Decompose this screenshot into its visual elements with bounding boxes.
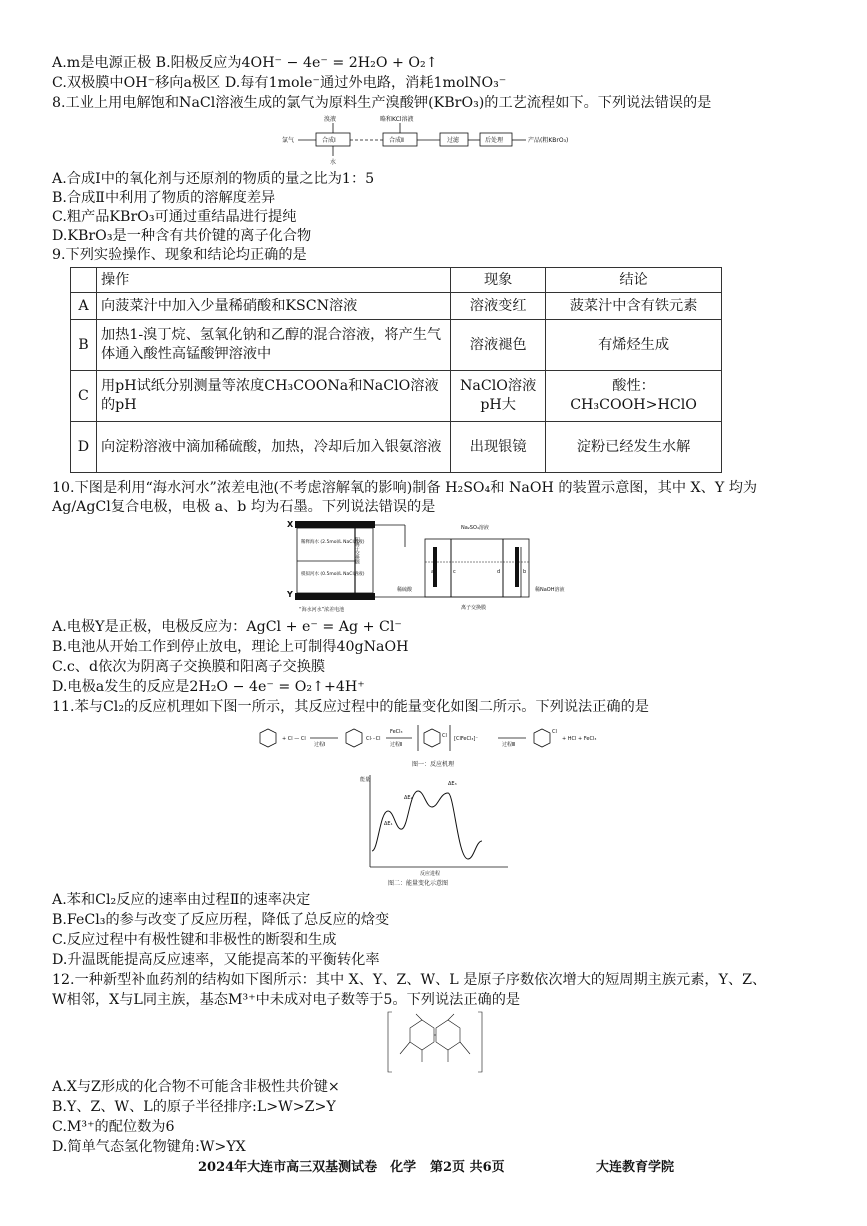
row-label: C <box>71 371 97 422</box>
y-axis-label: 能量 <box>360 777 371 783</box>
q11-option-d: D.升温既能提高反应速率，又能提高苯的平衡转化率 <box>52 952 380 968</box>
electrode-label: d <box>497 569 501 575</box>
delta-label: ΔE₁ <box>384 821 393 827</box>
q8-flow-top2: 略和KCl溶液 <box>380 116 414 123</box>
table-cell-op: 用pH试纸分别测量等浓度CH₃COONa和NaClO溶液的pH <box>96 371 450 422</box>
q8-flow-top1: 溴液 <box>324 116 337 123</box>
q12-option-c: C.M³⁺的配位数为6 <box>52 1119 175 1135</box>
q10-option-b: B.电池从开始工作到停止放电，理论上可制得40gNaOH <box>52 639 409 655</box>
q8-flowchart <box>280 114 620 166</box>
products-label: + HCl + FeCl₃ <box>562 736 597 742</box>
q11-option-b: B.FeCl₃的参与改变了反应历程，降低了总反应的焓变 <box>52 912 390 928</box>
step3-label: 过程Ⅲ <box>502 742 516 748</box>
q8-flow-box4: 后处理 <box>485 137 504 144</box>
q12-stem-1: 12.一种新型补血药剂的结构如下图所示：其中 X、Y、Z、W、L 是原子序数依次增大的短周期主族元素，Y、Z、 <box>52 972 767 988</box>
step1-label: 过程Ⅰ <box>314 742 326 748</box>
q11-stem: 11.苯与Cl₂的反应机理如下图一所示，其反应过程中的能量变化如图二所示。下列说法正确的是 <box>52 699 649 715</box>
q10-option-d: D.电极a发生的反应是2H₂O − 4e⁻ = O₂↑+4H⁺ <box>52 679 365 695</box>
cation-membrane-label: 阳离子交换膜 <box>354 537 360 564</box>
table-header: 结论 <box>546 268 722 293</box>
q12-structure-figure <box>370 1010 500 1074</box>
footer-page: 第2页 共6页 <box>430 1160 505 1175</box>
svg-text:[ClFeCl₃]⁻: [ClFeCl₃]⁻ <box>454 736 478 742</box>
svg-text:Cl: Cl <box>442 733 447 739</box>
q8-option-a: A.合成Ⅰ中的氧化剂与还原剂的物质的量之比为1：5 <box>52 171 375 187</box>
table-header: 操作 <box>96 268 450 293</box>
q12-option-b: B.Y、Z、W、L的原子半径排序:L>W>Z>Y <box>52 1099 336 1115</box>
q12-option-d: D.简单气态氢化物键角:W>YX <box>52 1139 246 1155</box>
q11-option-a: A.苯和Cl₂反应的速率由过程Ⅱ的速率决定 <box>52 892 311 908</box>
table-cell-concl: 有烯烃生成 <box>546 320 722 371</box>
q10-stem-2: Ag/AgCl复合电极，电极 a、b 均为石墨。下列说法错误的是 <box>52 499 436 515</box>
right-solution-label: 稀NaOH溶液 <box>535 587 565 593</box>
battery-caption: “海水河水”浓差电池 <box>299 607 345 613</box>
table-row <box>71 371 722 422</box>
q8-flow-bottom1: 水 <box>330 159 337 166</box>
q10-option-a: A.电极Y是正极，电极反应为：AgCl + e⁻ = Ag + Cl⁻ <box>52 619 402 635</box>
caption-fig1: 图一：反应机理 <box>412 761 455 768</box>
delta-label: ΔE₃ <box>448 781 457 787</box>
q9-stem: 9.下列实验操作、现象和结论均正确的是 <box>52 247 307 263</box>
table-cell-obs: 溶液褪色 <box>451 320 546 371</box>
q8-option-b: B.合成Ⅱ中利用了物质的溶解度差异 <box>52 190 276 206</box>
q8-option-c: C.粗产品KBrO₃可通过重结晶进行提纯 <box>52 209 297 225</box>
q8-flow-box2: 合成Ⅱ <box>389 137 404 144</box>
q8-flow-output: 产品(粗KBrO₃) <box>528 137 569 144</box>
q12-stem-2: W相邻，X与L同主族，基态M³⁺中未成对电子数等于5。下列说法正确的是 <box>52 992 521 1008</box>
table-cell-obs: NaClO溶液pH大 <box>451 371 546 422</box>
caption-fig2: 图二：能量变化示意图 <box>388 880 449 887</box>
q8-flow-box1: 合成Ⅰ <box>322 137 336 144</box>
table-header-row <box>71 268 722 293</box>
row-label: B <box>71 320 97 371</box>
table-cell-obs: 溶液变红 <box>451 293 546 320</box>
q8-stem: 8.工业上用电解饱和NaCl溶液生成的氯气为原料生产溴酸钾(KBrO₃)的工艺流程如下。下列说法错误的是 <box>52 95 712 111</box>
electrode-y-label: Y <box>287 590 293 599</box>
row-label: A <box>71 293 97 320</box>
delta-label: ΔE₂ <box>404 795 413 801</box>
table-cell-op: 向淀粉溶液中滴加稀硫酸，加热，冷却后加入银氨溶液 <box>96 422 450 473</box>
table-cell <box>71 268 97 293</box>
reagent-label: FeCl₃ <box>390 729 403 735</box>
table-cell-concl: 淀粉已经发生水解 <box>546 422 722 473</box>
table-cell-obs: 出现银镜 <box>451 422 546 473</box>
ion-membrane-label: 离子交换膜 <box>461 605 487 611</box>
table-cell-op: 加热1-溴丁烷、氢氧化钠和乙醇的混合溶液，将产生气体通入酸性高锰酸钾溶液中 <box>96 320 450 371</box>
q11-mechanism-figure <box>250 721 630 771</box>
q11-energy-diagram <box>358 771 524 887</box>
row-label: D <box>71 422 97 473</box>
seawater-label: 稀释海水 (2.5mol/L NaCl溶液) <box>301 540 365 545</box>
svg-text:+ Cl — Cl: + Cl — Cl <box>282 736 306 742</box>
table-row <box>71 320 722 371</box>
q10-option-c: C.c、d依次为阴离子交换膜和阳离子交换膜 <box>52 659 326 675</box>
left-solution-label: 稀硫酸 <box>397 587 413 593</box>
na2so4-label: Na₂SO₄溶液 <box>461 525 489 531</box>
q11-option-c: C.反应过程中有极性键和非极性的断裂和生成 <box>52 932 337 948</box>
electrode-x-label: X <box>287 520 294 529</box>
svg-text:Cl···Cl: Cl···Cl <box>366 736 381 742</box>
footer-publisher: 大连教育学院 <box>596 1160 675 1175</box>
table-cell-concl: 菠菜汁中含有铁元素 <box>546 293 722 320</box>
q8-option-d: D.KBrO₃是一种含有共价键的离子化合物 <box>52 228 312 244</box>
electrode-label: b <box>523 569 527 575</box>
q12-option-a: A.X与Z形成的化合物不可能含非极性共价键× <box>52 1079 340 1095</box>
electrode-label: c <box>453 569 456 575</box>
table-header: 现象 <box>451 268 546 293</box>
q8-flow-box3: 过滤 <box>447 137 460 144</box>
q10-apparatus-figure <box>285 517 590 615</box>
q7-options-cd: C.双极膜中OH⁻移向a极区 D.每有1mole⁻通过外电路，消耗1molNO₃⁻ <box>52 75 507 91</box>
step2-label: 过程Ⅱ <box>390 742 403 748</box>
river-label: 模拟河水 (0.5mol/L NaCl溶液) <box>301 572 365 577</box>
table-row <box>71 293 722 320</box>
q10-stem-1: 10.下图是利用“海水河水”浓差电池(不考虑溶解氧的影响)制备 H₂SO₄和 NaOH 的装置示意图，其中 X、Y 均为 <box>52 480 758 496</box>
electrode-label: a <box>431 569 435 575</box>
table-row <box>71 422 722 473</box>
footer-title: 2024年大连市高三双基测试卷 化学 <box>198 1160 417 1175</box>
q9-table <box>70 267 722 473</box>
q8-flow-input: 氯气 <box>282 137 295 144</box>
table-cell-op: 向菠菜汁中加入少量稀硝酸和KSCN溶液 <box>96 293 450 320</box>
svg-text:Cl: Cl <box>552 729 557 735</box>
q7-options-ab: A.m是电源正极 B.阳极反应为4OH⁻ − 4e⁻ = 2H₂O + O₂↑ <box>52 55 438 71</box>
x-axis-label: 反应进程 <box>420 871 441 877</box>
table-cell-concl: 酸性：CH₃COOH>HClO <box>546 371 722 422</box>
